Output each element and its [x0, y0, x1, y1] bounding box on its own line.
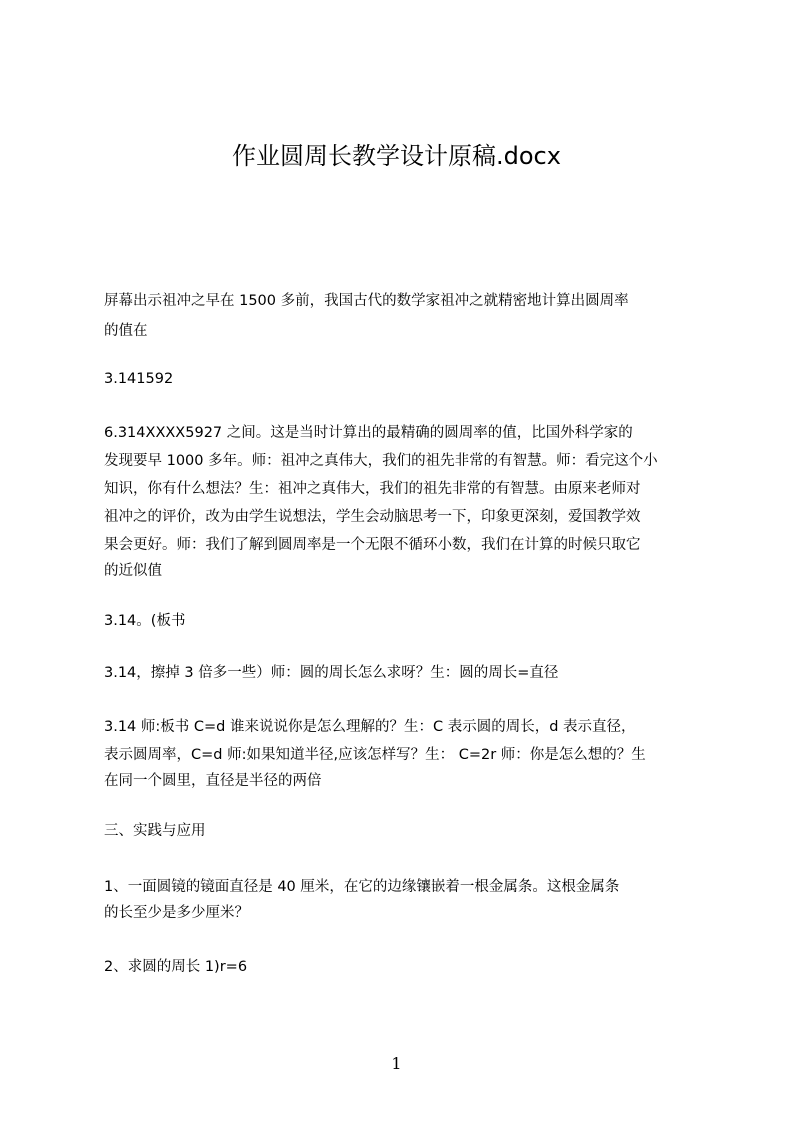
paragraph-6-line-1: 3.14 师:板书 C=d 谁来说说你是怎么理解的？生：C 表示圆的周长，d 表示直径，: [104, 719, 636, 735]
document-title: 作业圆周长教学设计原稿.docx: [232, 142, 561, 170]
paragraph-5-line-1: 3.14，擦掉 3 倍多一些）师：圆的周长怎么求呀？生：圆的周长=直径: [104, 665, 559, 681]
paragraph-8-line-1: 1、一面圆镜的镜面直径是 40 厘米，在它的边缘镶嵌着一根金属条。这根金属条: [104, 879, 620, 895]
paragraph-2-line-1: 3.141592: [104, 371, 174, 387]
paragraph-1-line-2: 的值在: [104, 323, 148, 339]
paragraph-3-line-4: 祖冲之的评价，改为由学生说想法，学生会动脑思考一下，印象更深刻，爱国教学效: [104, 509, 641, 525]
paragraph-3-line-2: 发现要早 1000 多年。师：祖冲之真伟大，我们的祖先非常的有智慧。师：看完这个小: [104, 453, 658, 469]
paragraph-3-line-3: 知识，你有什么想法？生：祖冲之真伟大，我们的祖先非常的有智慧。由原来老师对: [104, 481, 641, 497]
paragraph-1-line-1: 屏幕出示祖冲之早在 1500 多前，我国古代的数学家祖冲之就精密地计算出圆周率: [104, 293, 629, 309]
paragraph-6-line-2: 表示圆周率，C=d 师:如果知道半径,应该怎样写？生： C=2r 师：你是怎么想的？生: [104, 747, 646, 763]
paragraph-3-line-5: 果会更好。师：我们了解到圆周率是一个无限不循环小数，我们在计算的时候只取它: [104, 537, 641, 553]
paragraph-4-line-1: 3.14。(板书: [104, 613, 186, 629]
paragraph-3-line-6: 的近似值: [104, 563, 162, 579]
paragraph-3-line-1: 6.314XXXX5927 之间。这是当时计算出的最精确的圆周率的值，比国外科学家的: [104, 425, 633, 441]
section-heading: 三、实践与应用: [104, 823, 206, 839]
paragraph-9-line-1: 2、求圆的周长 1)r=6: [104, 959, 248, 975]
page-number: 1: [391, 1054, 402, 1073]
paragraph-6-line-3: 在同一个圆里，直径是半径的两倍: [104, 773, 322, 789]
paragraph-8-line-2: 的长至少是多少厘米？: [104, 905, 249, 921]
